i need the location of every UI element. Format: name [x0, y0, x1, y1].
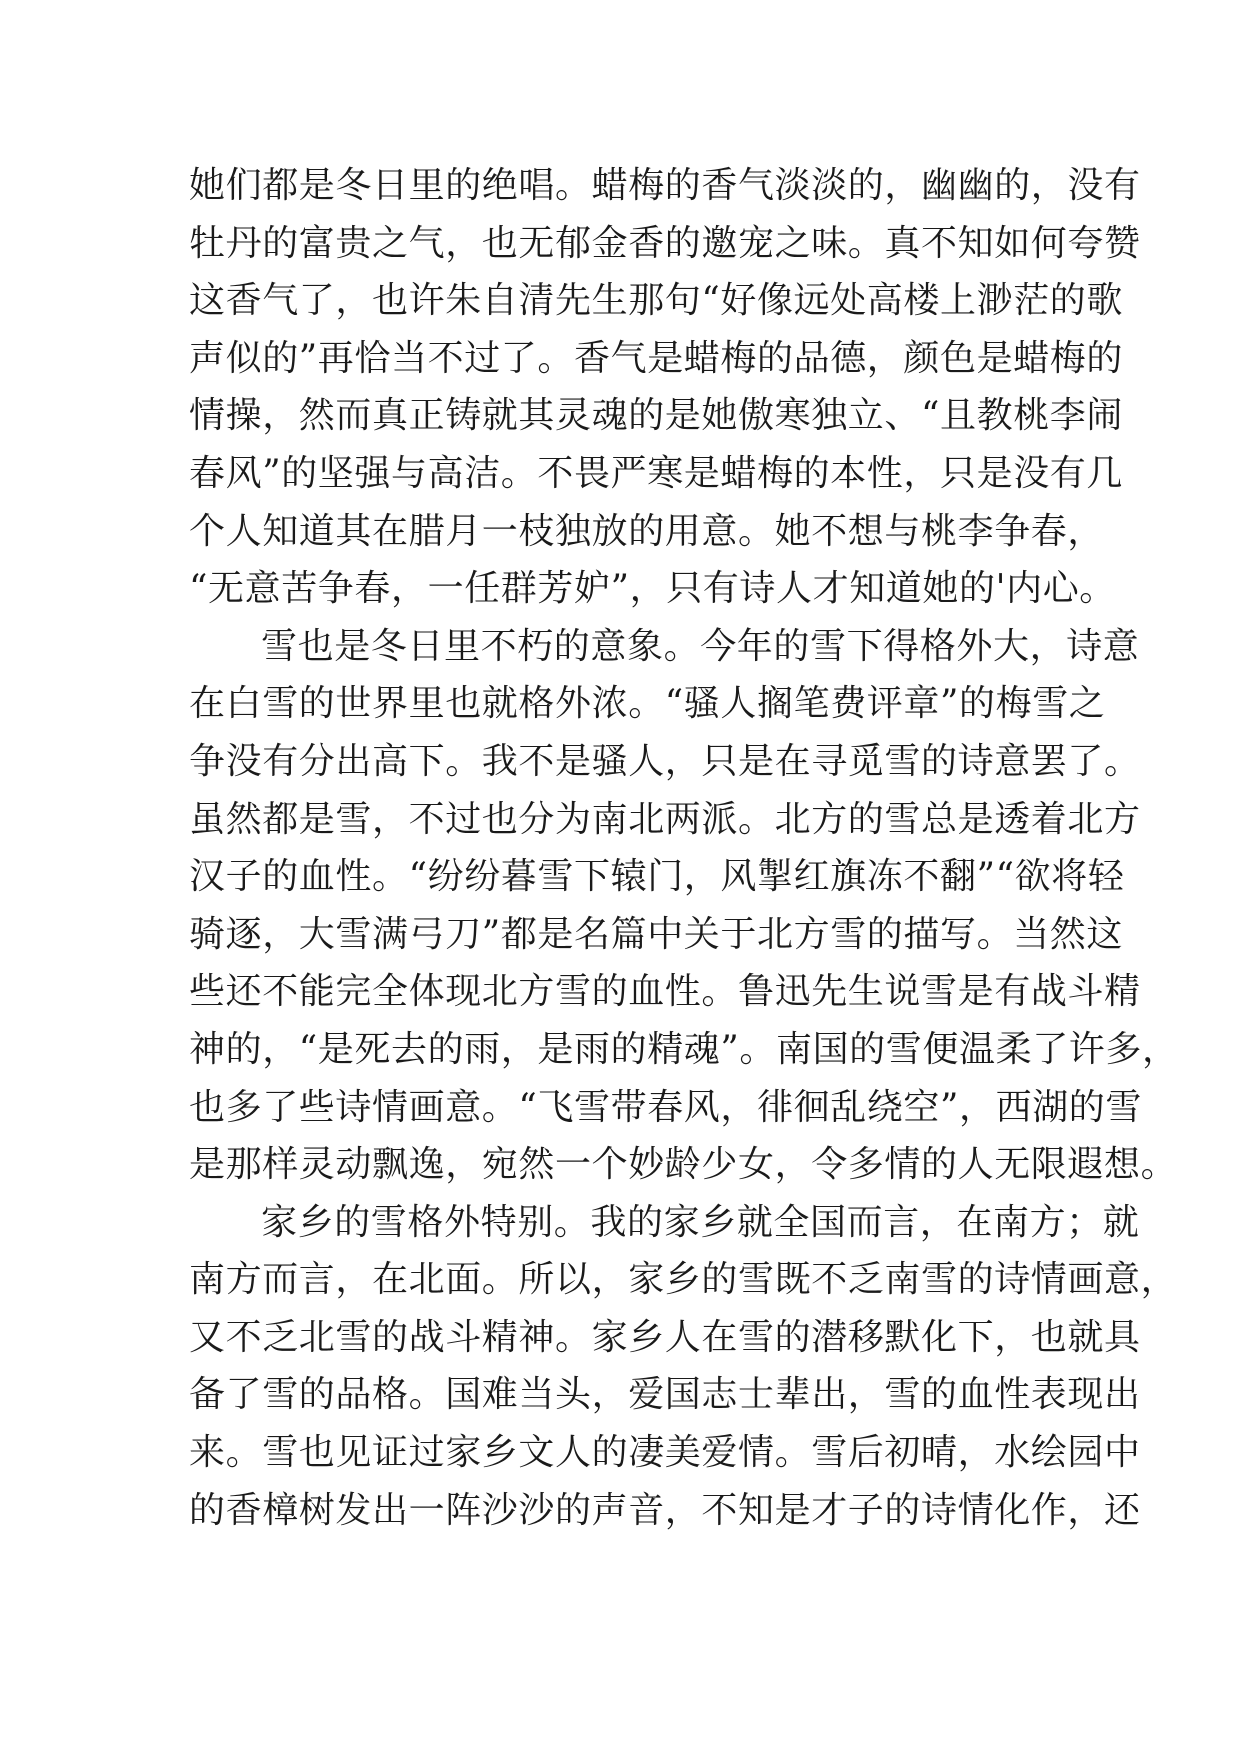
text-line: “无意苦争春，一任群芳妒”，只有诗人才知道她的'内心。 — [189, 568, 1116, 610]
paragraph-2 — [189, 618, 1179, 1194]
text-line: 备了雪的品格。国难当头，爱国志士辈出，雪的血性表现出 — [189, 1374, 1141, 1416]
text-line: 情操，然而真正铸就其灵魂的是她傲寒独立、“且教桃李闹 — [189, 395, 1124, 437]
text-line: 这香气了，也许朱自清先生那句“好像远处高楼上渺茫的歌 — [189, 280, 1124, 322]
text-line: 来。雪也见证过家乡文人的凄美爱情。雪后初晴，水绘园中 — [189, 1432, 1141, 1474]
text-line: 牡丹的富贵之气，也无郁金香的邀宠之味。真不知如何夸赞 — [189, 222, 1141, 264]
body-text — [189, 157, 1179, 1539]
text-line: 家乡的雪格外特别。我的家乡就全国而言，在南方；就 — [261, 1201, 1140, 1243]
text-line: 虽然都是雪，不过也分为南北两派。北方的雪总是透着北方 — [189, 798, 1141, 840]
text-line: 在白雪的世界里也就格外浓。“骚人搁笔费评章”的梅雪之 — [189, 683, 1106, 725]
text-line: 她们都是冬日里的绝唱。蜡梅的香气淡淡的，幽幽的，没有 — [189, 165, 1141, 206]
text-line: 的香樟树发出一阵沙沙的声音，不知是才子的诗情化作，还 — [189, 1489, 1141, 1531]
text-line: 汉子的血性。“纷纷暮雪下辕门，风掣红旗冻不翻”“欲将轻 — [189, 856, 1125, 898]
text-line: 神的，“是死去的雨，是雨的精魂”。南国的雪便温柔了许多， — [189, 1028, 1179, 1070]
paragraph-1 — [189, 157, 1141, 618]
paragraph-3 — [189, 1194, 1178, 1540]
text-line: 也多了些诗情画意。“飞雪带春风，徘徊乱绕空”，西湖的雪 — [189, 1086, 1143, 1128]
text-line: 又不乏北雪的战斗精神。家乡人在雪的潜移默化下，也就具 — [189, 1316, 1141, 1358]
text-line: 春风”的坚强与高洁。不畏严寒是蜡梅的本性，只是没有几 — [189, 452, 1124, 494]
text-line: 南方而言，在北面。所以，家乡的雪既不乏南雪的诗情画意， — [189, 1259, 1178, 1301]
text-line: 争没有分出高下。我不是骚人，只是在寻觅雪的诗意罢了。 — [189, 740, 1141, 782]
text-line: 是那样灵动飘逸，宛然一个妙龄少女，令多情的人无限遐想。 — [189, 1144, 1178, 1186]
text-line: 些还不能完全体现北方雪的血性。鲁迅先生说雪是有战斗精 — [189, 971, 1141, 1013]
text-line: 雪也是冬日里不朽的意象。今年的雪下得格外大，诗意 — [261, 625, 1140, 667]
text-line: 声似的”再恰当不过了。香气是蜡梅的品德，颜色是蜡梅的 — [189, 337, 1124, 379]
text-line: 骑逐，大雪满弓刀”都是名篇中关于北方雪的描写。当然这 — [189, 913, 1124, 955]
text-line: 个人知道其在腊月一枝独放的用意。她不想与桃李争春， — [189, 510, 1105, 552]
